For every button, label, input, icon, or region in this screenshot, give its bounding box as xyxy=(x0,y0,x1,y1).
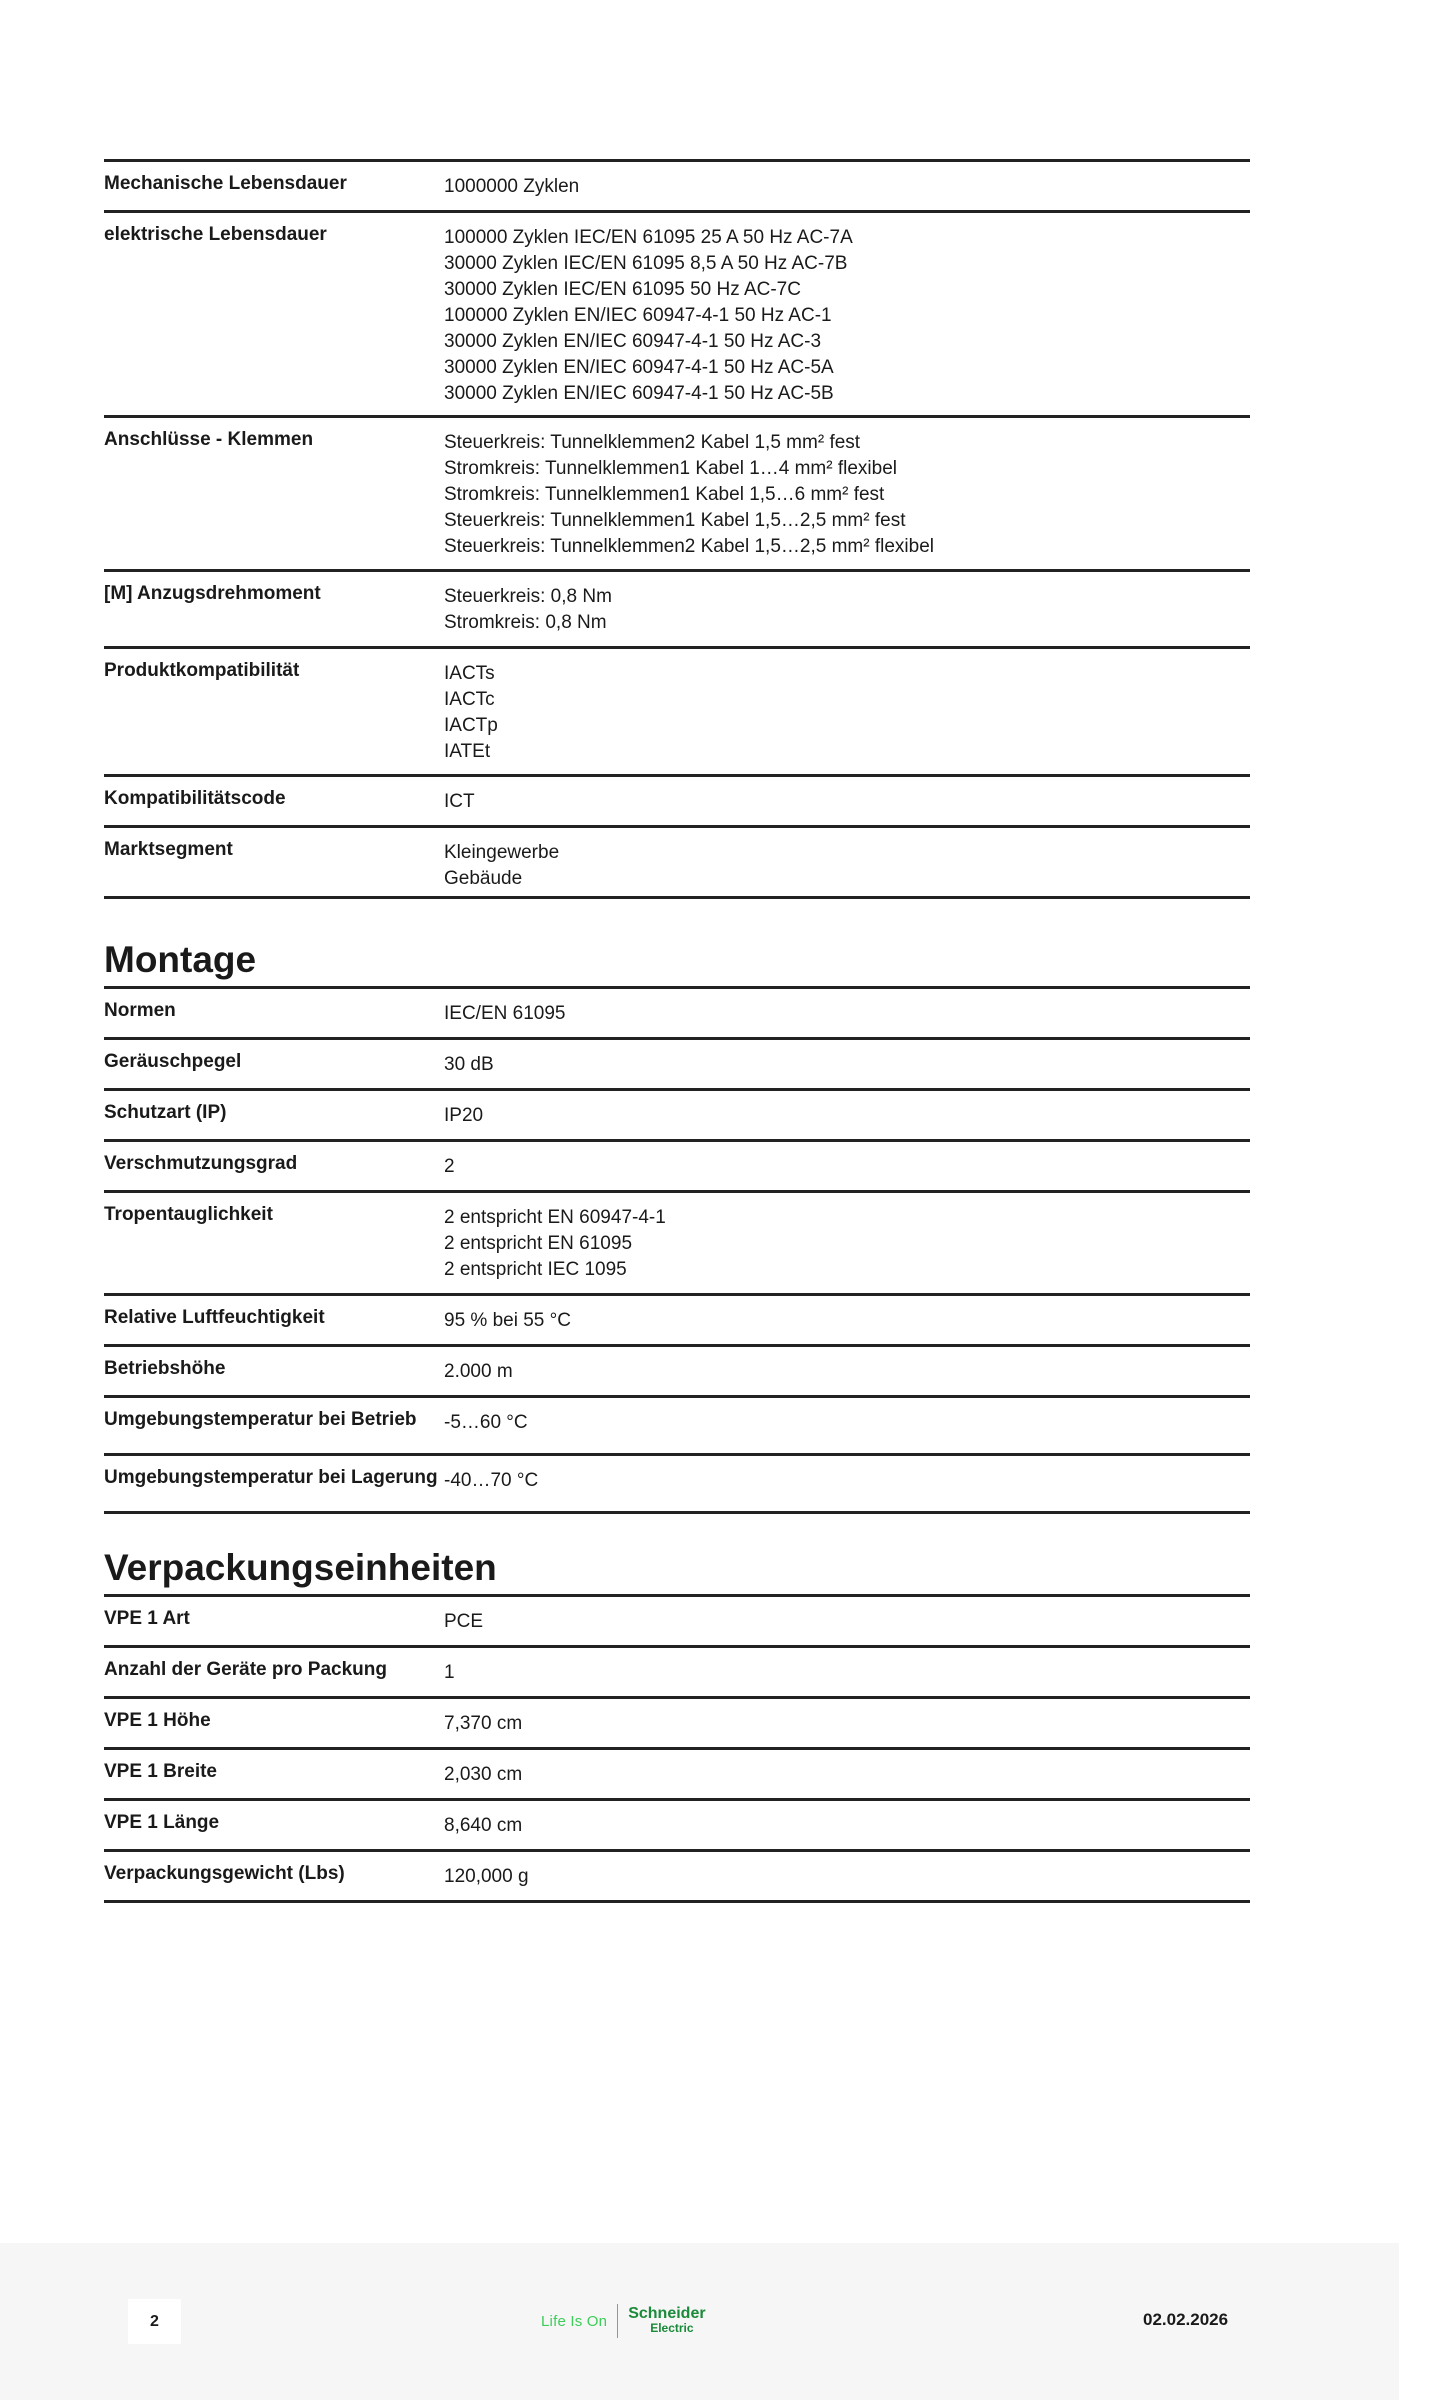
table-row xyxy=(104,1395,1250,1453)
spec-value: -5…60 °C xyxy=(444,1412,528,1433)
spec-values xyxy=(444,1597,1250,1645)
spec-values xyxy=(444,1456,1250,1511)
table-row xyxy=(104,1088,1250,1139)
spec-value: 2 entspricht EN 61095 xyxy=(444,1233,633,1254)
table-row xyxy=(104,415,1250,569)
spec-label: Tropentauglichkeit xyxy=(104,1204,273,1225)
spec-label: Mechanische Lebensdauer xyxy=(104,173,347,194)
spec-label: VPE 1 Höhe xyxy=(104,1710,211,1731)
spec-value: Steuerkreis: 0,8 Nm xyxy=(444,586,612,607)
spec-value: ICT xyxy=(444,791,475,812)
spec-value: Steuerkreis: Tunnelklemmen2 Kabel 1,5 mm² fest xyxy=(444,432,861,453)
spec-value: 7,370 cm xyxy=(444,1713,523,1734)
spec-value: 30000 Zyklen EN/IEC 60947-4-1 50 Hz AC-3 xyxy=(444,331,822,352)
spec-values xyxy=(444,828,1250,896)
spec-value: 30000 Zyklen EN/IEC 60947-4-1 50 Hz AC-5B xyxy=(444,383,834,404)
spec-values xyxy=(444,777,1250,825)
table-row xyxy=(104,774,1250,825)
spec-values xyxy=(444,1852,1250,1900)
spec-value: -40…70 °C xyxy=(444,1470,539,1491)
spec-values xyxy=(444,1040,1250,1088)
spec-label: Umgebungstemperatur bei Betrieb xyxy=(104,1409,417,1430)
spec-values xyxy=(444,1648,1250,1696)
spec-value: Steuerkreis: Tunnelklemmen2 Kabel 1,5…2,5 mm² flexibel xyxy=(444,536,935,557)
logo-tagline: Life Is On xyxy=(541,2312,608,2330)
spec-value: 2 entspricht EN 60947-4-1 xyxy=(444,1207,666,1228)
table-row xyxy=(104,1849,1250,1900)
spec-value: 1 xyxy=(444,1662,455,1683)
spec-values xyxy=(444,1296,1250,1344)
table-row xyxy=(104,159,1250,210)
spec-values xyxy=(444,1142,1250,1190)
spec-value: 30 dB xyxy=(444,1054,494,1075)
page-number: 2 xyxy=(128,2299,181,2344)
logo-wordmark xyxy=(628,2306,705,2336)
spec-value: 30000 Zyklen IEC/EN 61095 8,5 A 50 Hz AC-7B xyxy=(444,253,848,274)
table-row xyxy=(104,825,1250,896)
spec-label: [M] Anzugsdrehmoment xyxy=(104,583,321,604)
spec-value: PCE xyxy=(444,1611,484,1632)
spec-value: 8,640 cm xyxy=(444,1815,523,1836)
spec-values xyxy=(444,162,1250,210)
spec-value: Stromkreis: 0,8 Nm xyxy=(444,612,607,633)
table-row xyxy=(104,210,1250,415)
spec-label: Marktsegment xyxy=(104,839,233,860)
footer-date: 02.02.2026 xyxy=(1143,2310,1229,2329)
spec-table-general xyxy=(104,159,1250,899)
spec-values xyxy=(444,418,1250,569)
spec-label: Betriebshöhe xyxy=(104,1358,226,1379)
spec-value: 30000 Zyklen IEC/EN 61095 50 Hz AC-7C xyxy=(444,279,801,300)
spec-label: Produktkompatibilität xyxy=(104,660,300,681)
spec-label: VPE 1 Länge xyxy=(104,1812,220,1833)
spec-values xyxy=(444,1801,1250,1849)
spec-value: Stromkreis: Tunnelklemmen1 Kabel 1…4 mm² flexibel xyxy=(444,458,898,479)
spec-value: Stromkreis: Tunnelklemmen1 Kabel 1,5…6 mm² fest xyxy=(444,484,885,505)
spec-value: 100000 Zyklen IEC/EN 61095 25 A 50 Hz AC-7A xyxy=(444,227,853,248)
spec-value: 1000000 Zyklen xyxy=(444,176,580,197)
spec-value: 2 xyxy=(444,1156,455,1177)
spec-value: Gebäude xyxy=(444,868,523,889)
spec-label: elektrische Lebensdauer xyxy=(104,224,327,245)
spec-value: 2,030 cm xyxy=(444,1764,523,1785)
spec-value: IEC/EN 61095 xyxy=(444,1003,566,1024)
spec-value: Kleingewerbe xyxy=(444,842,560,863)
brand-logo xyxy=(541,2303,706,2339)
table-row xyxy=(104,1139,1250,1190)
table-row xyxy=(104,1696,1250,1747)
spec-label: Anzahl der Geräte pro Packung xyxy=(104,1659,387,1680)
table-row xyxy=(104,1344,1250,1395)
spec-label: Verschmutzungsgrad xyxy=(104,1153,298,1174)
spec-values xyxy=(444,989,1250,1037)
spec-values xyxy=(444,1193,1250,1293)
spec-value: IACTp xyxy=(444,715,498,736)
table-row xyxy=(104,1453,1250,1511)
spec-value: 120,000 g xyxy=(444,1866,529,1887)
table-row xyxy=(104,1037,1250,1088)
spec-values xyxy=(444,1699,1250,1747)
spec-label: Schutzart (IP) xyxy=(104,1102,227,1123)
table-row xyxy=(104,646,1250,774)
spec-label: Umgebungstemperatur bei Lagerung xyxy=(104,1467,438,1488)
spec-value: 95 % bei 55 °C xyxy=(444,1310,571,1331)
table-row xyxy=(104,1190,1250,1293)
logo-brand-name: Schneider xyxy=(628,2305,706,2322)
spec-value: IP20 xyxy=(444,1105,484,1126)
spec-table-verpackung xyxy=(104,1594,1250,1903)
spec-value: IACTc xyxy=(444,689,495,710)
table-row xyxy=(104,1645,1250,1696)
logo-brand-sub: Electric xyxy=(650,2321,694,2335)
spec-label: VPE 1 Breite xyxy=(104,1761,217,1782)
spec-values xyxy=(444,1091,1250,1139)
section-title-verpackung: Verpackungseinheiten xyxy=(104,1547,497,1588)
spec-value: 2 entspricht IEC 1095 xyxy=(444,1259,627,1280)
spec-value: Steuerkreis: Tunnelklemmen1 Kabel 1,5…2,5 mm² fest xyxy=(444,510,906,531)
spec-values xyxy=(444,649,1250,774)
table-row xyxy=(104,1747,1250,1798)
spec-values xyxy=(444,572,1250,646)
spec-values xyxy=(444,1750,1250,1798)
spec-values xyxy=(444,213,1250,415)
spec-label: Geräuschpegel xyxy=(104,1051,242,1072)
spec-label: Relative Luftfeuchtigkeit xyxy=(104,1307,325,1328)
spec-label: Normen xyxy=(104,1000,176,1021)
spec-value: IACTs xyxy=(444,663,495,684)
section-title-montage: Montage xyxy=(104,939,257,980)
spec-values xyxy=(444,1347,1250,1395)
spec-value: 100000 Zyklen EN/IEC 60947-4-1 50 Hz AC-1 xyxy=(444,305,832,326)
spec-value: IATEt xyxy=(444,741,491,762)
table-row xyxy=(104,1594,1250,1645)
spec-value: 2.000 m xyxy=(444,1361,513,1382)
table-row xyxy=(104,1293,1250,1344)
spec-table-montage xyxy=(104,986,1250,1514)
table-row xyxy=(104,1798,1250,1849)
spec-label: Verpackungsgewicht (Lbs) xyxy=(104,1863,345,1884)
spec-values xyxy=(444,1398,1250,1453)
spec-value: 30000 Zyklen EN/IEC 60947-4-1 50 Hz AC-5A xyxy=(444,357,834,378)
spec-label: Anschlüsse - Klemmen xyxy=(104,429,314,450)
logo-divider xyxy=(617,2304,618,2338)
table-row xyxy=(104,569,1250,646)
spec-label: VPE 1 Art xyxy=(104,1608,190,1629)
table-row xyxy=(104,986,1250,1037)
spec-label: Kompatibilitätscode xyxy=(104,788,286,809)
